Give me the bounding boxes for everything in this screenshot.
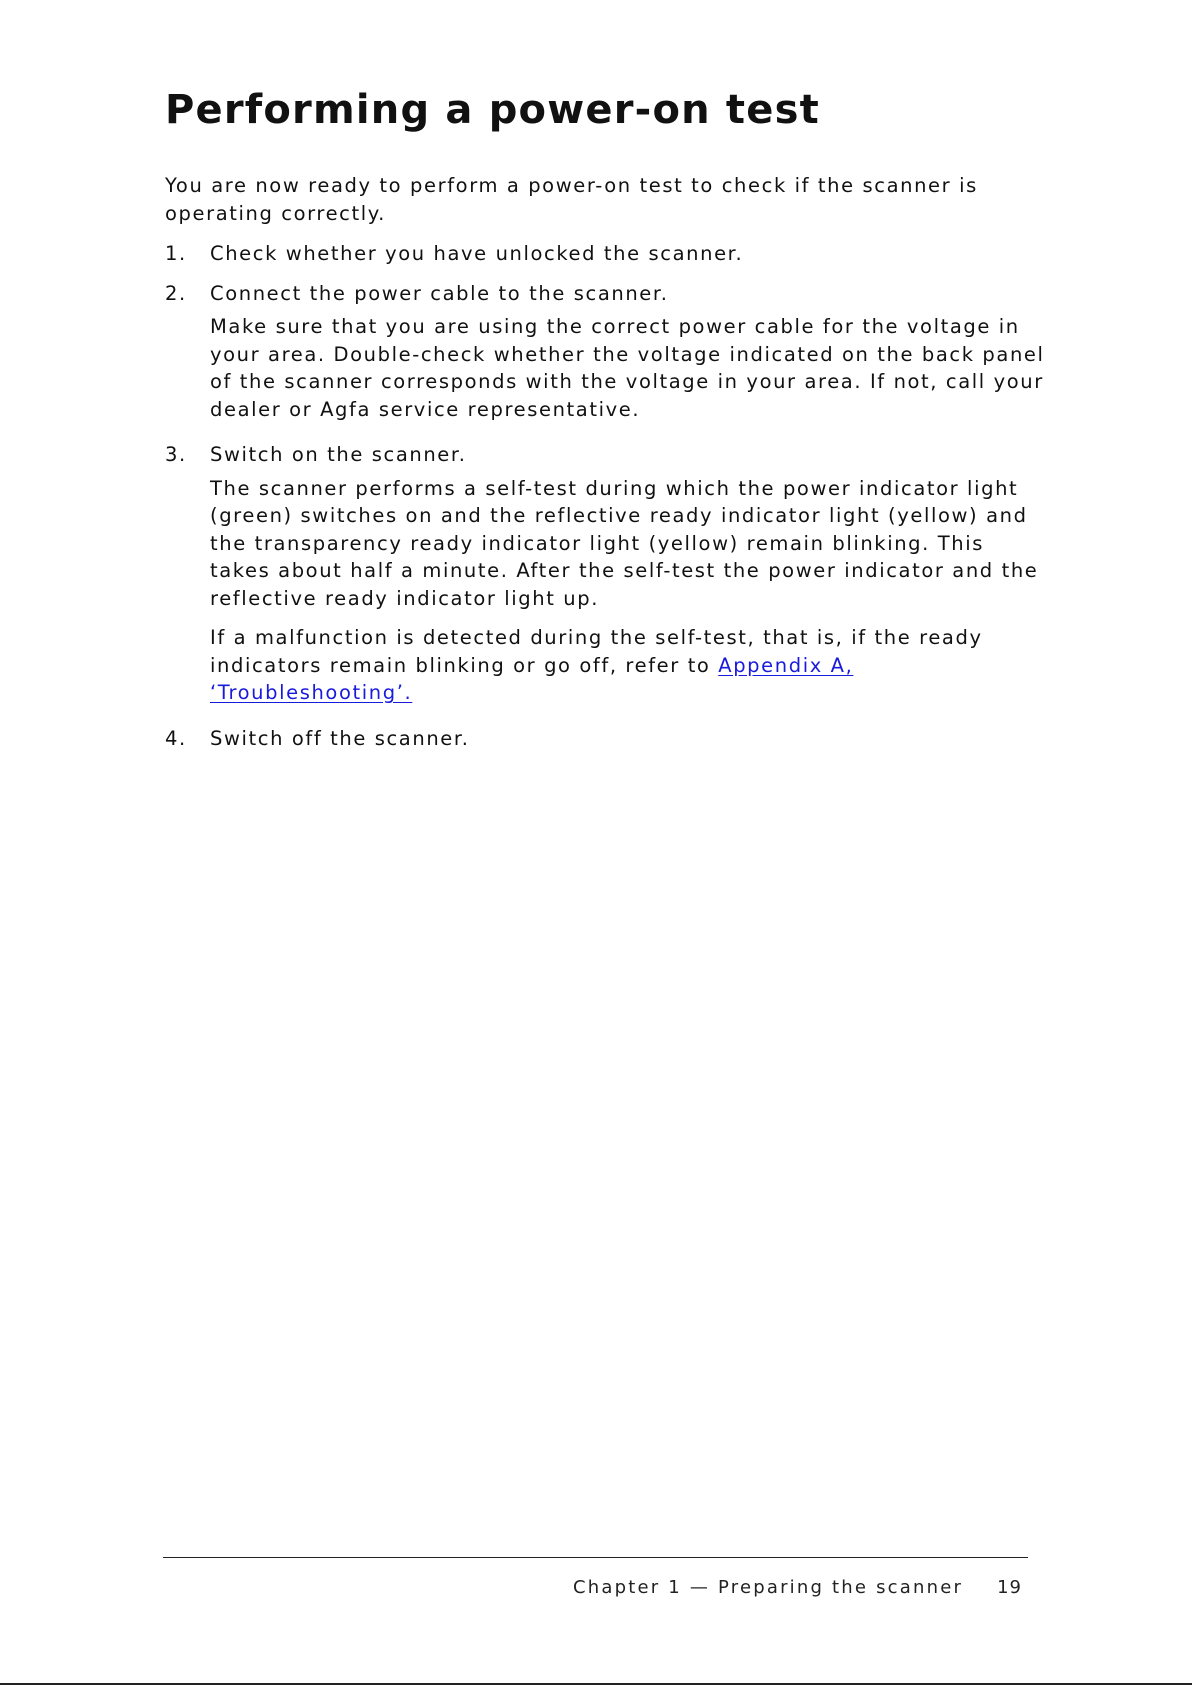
troubleshooting-link[interactable]: Appendix A, ‘Troubleshooting’. xyxy=(210,653,854,704)
step-text: Connect the power cable to the scanner. xyxy=(210,281,669,305)
page-footer xyxy=(0,1577,1022,1598)
list-item xyxy=(165,240,1045,268)
step-number: 2. xyxy=(165,281,187,305)
footer-divider xyxy=(163,1557,1028,1558)
step-text: Switch on the scanner. xyxy=(210,443,467,466)
step-text: Switch off the scanner. xyxy=(210,726,470,750)
step-number: 3. xyxy=(165,443,187,466)
list-item xyxy=(165,725,1045,753)
chapter-title: Chapter 1 — Preparing the scanner xyxy=(573,1577,964,1598)
list-item xyxy=(165,441,1045,707)
step-number: 4. xyxy=(165,726,187,750)
steps-list xyxy=(165,240,1045,752)
intro-paragraph: You are now ready to perform a power-on test to check if the scanner is operating correctly. xyxy=(165,174,978,225)
step-text: Check whether you have unlocked the scanner. xyxy=(210,242,744,265)
malfunction-text: If a malfunction is detected during the self-test, that is, if the ready indicators remain blinking or go off, refer to xyxy=(210,626,983,677)
step-detail-malfunction xyxy=(210,624,1045,707)
step-detail: The scanner performs a self-test during which the power indicator light (green) switches on and the reflective ready indicator light (yellow) and the transparency ready indicator light (yellow) remain blinking. This takes about half a minute. After the self-test the power indicator and the reflective ready indicator light up. xyxy=(210,476,1039,610)
step-detail: Make sure that you are using the correct power cable for the voltage in your area. Double-check whether the voltage indicated on the back panel of the scanner corresponds with the voltage in your area. If not, call your dealer or Agfa service representative. xyxy=(210,315,1045,421)
list-item xyxy=(165,280,1045,424)
step-number: 1. xyxy=(165,242,187,265)
page-number: 19 xyxy=(997,1577,1022,1598)
page-title: Performing a power-on test xyxy=(165,87,820,133)
